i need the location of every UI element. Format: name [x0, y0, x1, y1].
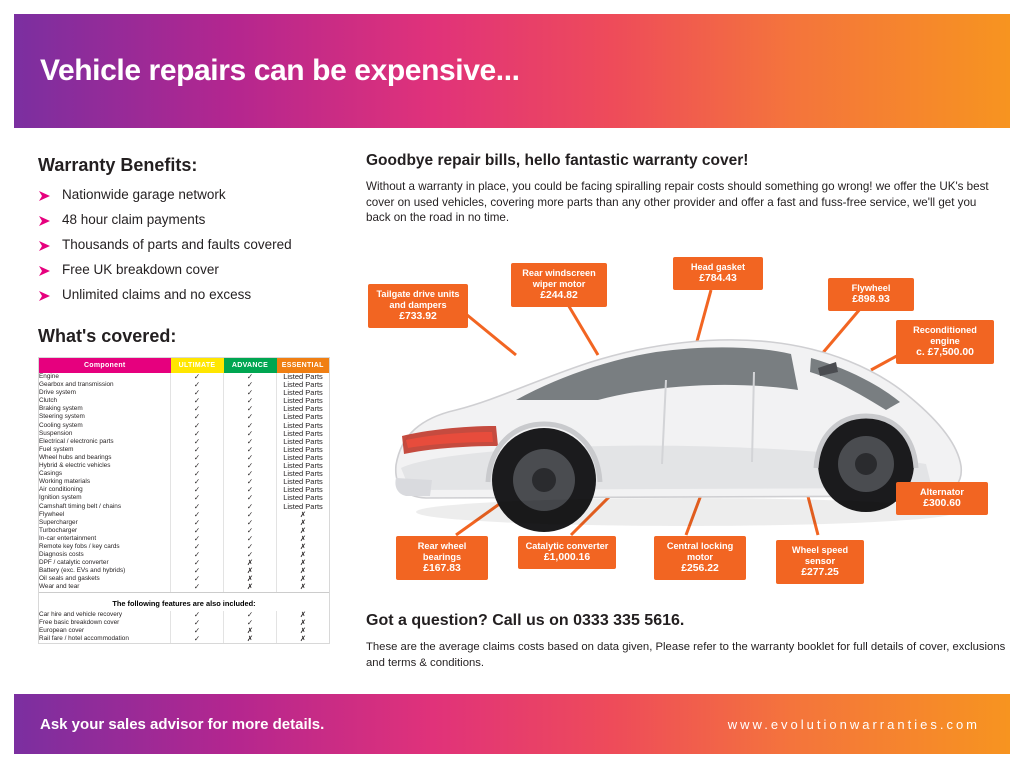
table-row [39, 635, 329, 643]
benefit-item [38, 263, 338, 279]
component-name: Engine [39, 373, 59, 380]
component-name: Flywheel [39, 510, 65, 518]
table-row [39, 575, 329, 583]
cell-essential: ✗ [277, 535, 330, 543]
left-column [38, 155, 338, 644]
cell-advance: ✓ [224, 373, 277, 381]
cell-ultimate: ✓ [171, 438, 224, 446]
cell-ultimate: ✓ [171, 543, 224, 551]
footer-website[interactable]: www.evolutionwarranties.com [727, 716, 980, 732]
table-header-row [39, 358, 329, 373]
cell-essential: Listed Parts [277, 462, 330, 470]
chevron-right-icon [38, 265, 52, 279]
contact-heading: Got a question? Call us on 0333 335 5616. [366, 612, 685, 629]
callout-value: £256.22 [681, 562, 719, 574]
cell-essential: Listed Parts [277, 503, 330, 511]
callout-label: Head gasket [690, 262, 746, 272]
callout-value: £784.43 [699, 272, 737, 284]
component-name: Battery (exc. EVs and hybrids) [39, 567, 126, 575]
table-row [39, 535, 329, 543]
cell-ultimate: ✓ [171, 430, 224, 438]
cell-advance: ✓ [224, 619, 277, 627]
cell-essential: Listed Parts [277, 405, 330, 413]
cell-essential: Listed Parts [277, 381, 330, 389]
cell-ultimate: ✓ [171, 567, 224, 575]
cell-ultimate: ✓ [171, 503, 224, 511]
table-row [39, 519, 329, 527]
column-header-ultimate: ULTIMATE [171, 358, 224, 373]
component-name: Camshaft timing belt / chains [39, 502, 122, 510]
cell-ultimate: ✓ [171, 462, 224, 470]
callout-rear-wheel-bearings [396, 536, 488, 580]
features-table [39, 611, 329, 643]
table-row [39, 551, 329, 559]
callout-value: c. £7,500.00 [916, 346, 974, 358]
cell-advance: ✓ [224, 454, 277, 462]
callout-label: Tailgate drive units and dampers [376, 289, 460, 310]
benefit-label: Free UK breakdown cover [62, 262, 219, 277]
component-name: Wear and tear [39, 583, 80, 591]
table-row [39, 583, 329, 591]
callout-wheel-speed-sensor [776, 540, 864, 584]
cell-essential: Listed Parts [277, 478, 330, 486]
cell-essential: Listed Parts [277, 389, 330, 397]
cell-advance: ✓ [224, 438, 277, 446]
component-name: Suspension [39, 429, 73, 437]
header-banner [14, 14, 1010, 128]
cell-essential: ✗ [277, 551, 330, 559]
callout-label: Central locking motor [666, 541, 734, 562]
cell-advance: ✓ [224, 446, 277, 454]
cell-essential: ✗ [277, 635, 330, 643]
cell-advance: ✓ [224, 511, 277, 519]
cell-advance: ✓ [224, 397, 277, 405]
cell-advance: ✓ [224, 519, 277, 527]
callout-label: Reconditioned engine [913, 325, 977, 346]
callout-tailgate [368, 284, 468, 328]
cell-advance: ✗ [224, 583, 277, 591]
cell-essential: Listed Parts [277, 430, 330, 438]
callout-value: £300.60 [923, 497, 961, 509]
benefit-label: Unlimited claims and no excess [62, 287, 252, 302]
cell-ultimate: ✓ [171, 381, 224, 389]
cell-ultimate: ✓ [171, 478, 224, 486]
cell-advance: ✓ [224, 503, 277, 511]
cell-ultimate: ✓ [171, 583, 224, 591]
cell-ultimate: ✓ [171, 635, 224, 643]
component-name: Gearbox and transmission [39, 381, 114, 389]
callout-value: £244.82 [540, 289, 578, 301]
cell-essential: ✗ [277, 511, 330, 519]
benefit-item [38, 213, 338, 229]
callout-label: Wheel speed sensor [791, 545, 849, 566]
table-row [39, 527, 329, 535]
cell-ultimate: ✓ [171, 486, 224, 494]
table-row [39, 511, 329, 519]
callout-label: Catalytic converter [525, 541, 609, 551]
contact-block [366, 612, 1006, 672]
component-name: Casings [39, 470, 63, 478]
chevron-right-icon [38, 240, 52, 254]
cell-advance: ✗ [224, 559, 277, 567]
coverage-table [39, 358, 329, 592]
component-name: Free basic breakdown cover [39, 618, 120, 626]
table-row [39, 627, 329, 635]
cell-essential: ✗ [277, 619, 330, 627]
cell-essential: ✗ [277, 583, 330, 591]
table-row [39, 611, 329, 619]
cell-ultimate: ✓ [171, 535, 224, 543]
cell-ultimate: ✓ [171, 413, 224, 421]
callout-rear-wiper [511, 263, 607, 307]
component-name: Drive system [39, 389, 76, 397]
callout-flywheel [828, 278, 914, 311]
cell-essential: ✗ [277, 527, 330, 535]
component-name: Working materials [39, 478, 91, 486]
chevron-right-icon [38, 215, 52, 229]
cell-advance: ✓ [224, 535, 277, 543]
cell-advance: ✓ [224, 389, 277, 397]
component-name: Electrical / electronic parts [39, 437, 114, 445]
cell-essential: ✗ [277, 567, 330, 575]
cell-advance: ✓ [224, 551, 277, 559]
component-name: European cover [39, 626, 85, 634]
cell-essential: Listed Parts [277, 422, 330, 430]
cell-ultimate: ✓ [171, 494, 224, 502]
cell-essential: Listed Parts [277, 454, 330, 462]
component-name: Diagnosis costs [39, 551, 84, 559]
chevron-right-icon [38, 290, 52, 304]
cell-essential: ✗ [277, 627, 330, 635]
callout-value: £167.83 [423, 562, 461, 574]
column-header-component: Component [39, 358, 171, 373]
component-name: Cooling system [39, 421, 83, 429]
component-name: Ignition system [39, 494, 82, 502]
cell-ultimate: ✓ [171, 611, 224, 619]
table-row [39, 543, 329, 551]
cell-advance: ✓ [224, 422, 277, 430]
cell-ultimate: ✓ [171, 373, 224, 381]
benefit-item [38, 238, 338, 254]
cell-advance: ✓ [224, 405, 277, 413]
benefit-label: 48 hour claim payments [62, 212, 206, 227]
cell-essential: Listed Parts [277, 486, 330, 494]
callout-recon-engine [896, 320, 994, 364]
cell-ultimate: ✓ [171, 527, 224, 535]
cell-advance: ✗ [224, 635, 277, 643]
component-name: Oil seals and gaskets [39, 575, 100, 583]
table-row [39, 619, 329, 627]
cell-ultimate: ✓ [171, 422, 224, 430]
cell-advance: ✓ [224, 478, 277, 486]
component-name: DPF / catalytic converter [39, 559, 109, 567]
cell-ultimate: ✓ [171, 405, 224, 413]
right-paragraph: Without a warranty in place, you could be facing spiralling repair costs should something go wrong! we offer the UK's best cover on used vehicles, covering more parts than any other provider and offer a fast and fuss-free service, we'll get you back on the road in no time. [366, 180, 989, 225]
cell-ultimate: ✓ [171, 470, 224, 478]
cell-advance: ✓ [224, 527, 277, 535]
features-subheading: The following features are also included: [39, 592, 329, 611]
callout-value: £733.92 [399, 310, 437, 322]
footer-banner [14, 694, 1010, 754]
component-name: Braking system [39, 405, 83, 413]
component-name: In-car entertainment [39, 534, 97, 542]
column-header-advance: ADVANCE [224, 358, 277, 373]
page-title: Vehicle repairs can be expensive... [40, 54, 520, 87]
cell-advance: ✗ [224, 575, 277, 583]
footer-cta: Ask your sales advisor for more details. [40, 715, 325, 733]
cell-ultimate: ✓ [171, 454, 224, 462]
component-name: Clutch [39, 397, 58, 405]
chevron-right-icon [38, 190, 52, 204]
callout-value: £277.25 [801, 566, 839, 578]
cell-essential: ✗ [277, 519, 330, 527]
cell-ultimate: ✓ [171, 519, 224, 527]
table-row [39, 567, 329, 575]
cell-essential: Listed Parts [277, 413, 330, 421]
cell-ultimate: ✓ [171, 511, 224, 519]
benefit-item [38, 188, 338, 204]
cell-advance: ✓ [224, 486, 277, 494]
cell-essential: ✗ [277, 543, 330, 551]
cell-advance: ✓ [224, 413, 277, 421]
cell-essential: Listed Parts [277, 494, 330, 502]
component-name: Supercharger [39, 518, 78, 526]
cell-ultimate: ✓ [171, 575, 224, 583]
callout-label: Rear windscreen wiper motor [522, 268, 596, 289]
contact-disclaimer: These are the average claims costs based on data given, Please refer to the warranty booklet for full details of cover, exclusions and terms & conditions. [366, 641, 1006, 669]
callout-label: Alternator [920, 487, 964, 497]
component-name: Turbocharger [39, 526, 78, 534]
callout-head-gasket [673, 257, 763, 290]
whats-covered-title: What's covered: [38, 326, 177, 346]
cell-ultimate: ✓ [171, 397, 224, 405]
callout-value: £898.93 [852, 293, 890, 305]
column-header-essential: ESSENTIAL [277, 358, 330, 373]
component-name: Hybrid & electric vehicles [39, 462, 111, 470]
cell-essential: ✗ [277, 559, 330, 567]
cell-advance: ✓ [224, 543, 277, 551]
cell-advance: ✓ [224, 470, 277, 478]
warranty-benefits-title: Warranty Benefits: [38, 155, 198, 175]
cell-essential: Listed Parts [277, 470, 330, 478]
component-name: Steering system [39, 413, 85, 421]
coverage-table-wrapper [38, 357, 330, 644]
right-column [366, 152, 996, 226]
cell-essential: Listed Parts [277, 397, 330, 405]
callout-alternator [896, 482, 988, 515]
callout-central-locking [654, 536, 746, 580]
cell-advance: ✓ [224, 462, 277, 470]
cell-essential: Listed Parts [277, 438, 330, 446]
cell-ultimate: ✓ [171, 446, 224, 454]
callout-value: £1,000.16 [543, 551, 591, 563]
cell-advance: ✓ [224, 430, 277, 438]
cell-essential: ✗ [277, 575, 330, 583]
car-diagram [366, 250, 1006, 600]
table-row [39, 559, 329, 567]
component-name: Car hire and vehicle recovery [39, 610, 123, 618]
cell-essential: ✗ [277, 611, 330, 619]
callout-label: Rear wheel bearings [417, 541, 467, 562]
component-name: Wheel hubs and bearings [39, 453, 112, 461]
benefit-label: Thousands of parts and faults covered [62, 237, 292, 252]
cell-advance: ✓ [224, 611, 277, 619]
benefit-label: Nationwide garage network [62, 187, 226, 202]
cell-advance: ✓ [224, 381, 277, 389]
cell-ultimate: ✓ [171, 627, 224, 635]
cell-essential: Listed Parts [277, 446, 330, 454]
component-name: Fuel system [39, 445, 74, 453]
benefit-item [38, 288, 338, 304]
cell-ultimate: ✓ [171, 551, 224, 559]
table-row [39, 503, 329, 511]
cell-ultimate: ✓ [171, 619, 224, 627]
callout-catalytic-converter [518, 536, 616, 569]
cell-advance: ✓ [224, 494, 277, 502]
cell-advance: ✗ [224, 567, 277, 575]
component-name: Air conditioning [39, 486, 83, 494]
right-heading: Goodbye repair bills, hello fantastic warranty cover! [366, 152, 749, 169]
cell-advance: ✗ [224, 627, 277, 635]
cell-ultimate: ✓ [171, 389, 224, 397]
cell-essential: Listed Parts [277, 373, 330, 381]
component-name: Remote key fobs / key cards [39, 542, 120, 550]
cell-ultimate: ✓ [171, 559, 224, 567]
callout-label: Flywheel [851, 283, 891, 293]
component-name: Rail fare / hotel accommodation [39, 634, 129, 642]
